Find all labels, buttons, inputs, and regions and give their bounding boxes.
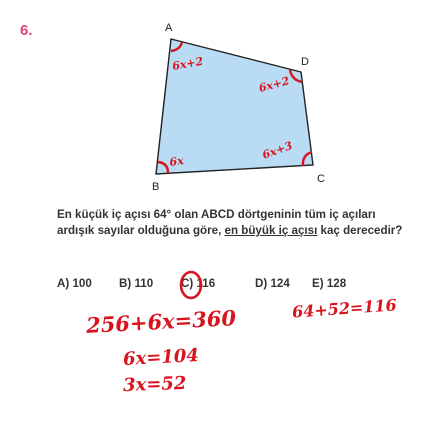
- angle-label-c: 6x+3: [260, 138, 295, 162]
- vertex-label-c: C: [317, 173, 325, 185]
- quadrilateral-figure: [0, 0, 441, 210]
- choice-d-letter: D): [255, 277, 268, 290]
- choice-e-value: 128: [326, 277, 347, 290]
- question-text-part1: En küçük iç açısı 64° olan ABCD dörtgeninin tüm iç açıları ardışık sayılar olduğuna göre,: [57, 208, 376, 237]
- choice-d-value: 124: [270, 277, 290, 290]
- vertex-label-b: B: [152, 181, 160, 193]
- choice-a-letter: A): [57, 277, 70, 290]
- choice-a-value: 100: [72, 277, 92, 290]
- question-number: 6.: [20, 22, 33, 39]
- handwritten-equation-1: 256+6x=360: [85, 305, 237, 338]
- choice-b[interactable]: [119, 277, 153, 290]
- answer-choices: [57, 277, 387, 295]
- choice-a[interactable]: [57, 277, 92, 290]
- question-text-part2: kaç derecedir?: [317, 224, 403, 237]
- angle-label-a: 6x+2: [171, 54, 205, 73]
- choice-b-value: 110: [134, 277, 154, 290]
- handwritten-equation-2: 6x=104: [122, 345, 200, 370]
- question-text: [57, 207, 407, 239]
- question-text-underlined: en büyük iç açısı: [224, 224, 318, 237]
- vertex-label-a: A: [165, 22, 173, 34]
- choice-e-letter: E): [312, 277, 324, 290]
- angle-label-d: 6x+2: [257, 74, 291, 95]
- choice-b-letter: B): [119, 277, 132, 290]
- choice-c-value: 116: [196, 277, 216, 290]
- handwritten-equation-3: 3x=52: [122, 372, 187, 397]
- selected-choice-circle: [177, 269, 207, 301]
- angle-label-b: 6x: [168, 154, 185, 169]
- vertex-label-d: D: [301, 56, 309, 68]
- choice-e[interactable]: [312, 277, 346, 290]
- choice-c-letter: C): [181, 277, 194, 290]
- handwritten-side-note: 64+52=116: [291, 295, 398, 322]
- choice-d[interactable]: [255, 277, 290, 290]
